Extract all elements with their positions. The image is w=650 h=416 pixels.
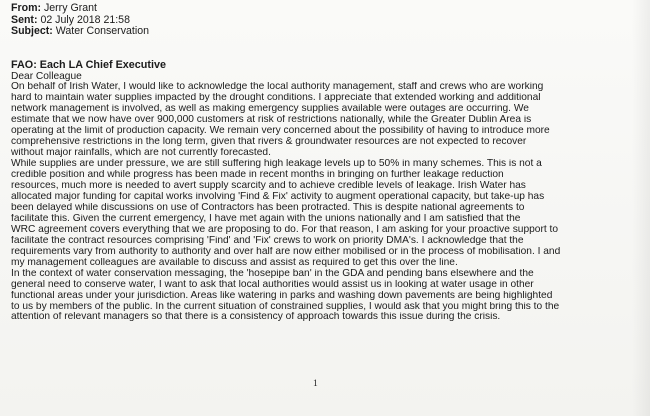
text-line: without major rainfalls, which are not currently forecasted. (11, 148, 271, 159)
subject-label: Subject: (11, 25, 53, 38)
text-line: comprehensive restrictions in the long term, given that rivers & groundwater resources are not expected to recover (11, 137, 527, 148)
text-line: facilitate this. Given the current emergency, I have met again with the unions nationally and I am satisfied that the (11, 213, 521, 224)
from-label: From: (11, 2, 42, 14)
text-line: operating at the limit of production capacity. We remain very concerned about the possibility of having to introduce more (11, 126, 550, 137)
text-line: network management is involved, as well as making emergency supplies available were outages are occurring. We (11, 104, 529, 115)
text-line: resources, much more is needed to avert supply scarcity and to achieve credible levels of leakage. Irish Water has (11, 181, 526, 192)
text-line: attention of relevant managers so that there is a consistency of approach towards this issue during the crisis. (11, 312, 501, 323)
text-line: my management colleagues are available to discuss and assist as required to get this over the line. (11, 257, 458, 268)
greeting: Dear Colleague (11, 70, 82, 82)
text-line: hard to maintain water supplies impacted by the drought conditions. I appreciate that extended working and additional (11, 93, 541, 104)
text-line: credible position and while progress has been made in recent months in bringing on further leakage reduction (11, 170, 504, 181)
fao-line: FAO: Each LA Chief Executive (11, 59, 166, 71)
text-line: WRC agreement covers everything that we are proposing to do. For that reason, I am asking for your proactive support to (11, 224, 558, 235)
text-line: facilitate the contract resources comprising 'Find' and 'Fix' crews to work on priority DMA's. I acknowledge that the (11, 235, 524, 246)
subject-row (11, 26, 611, 38)
text-line: In the context of water conservation messaging, the 'hosepipe ban' in the GDA and pending bans elsewhere and the (11, 268, 534, 279)
from-value: Jerry Grant (43, 2, 97, 14)
page-number: 1 (313, 379, 318, 389)
text-line: While supplies are under pressure, we are still suffering high leakage levels up to 50% in many schemes. This is not a (11, 159, 542, 170)
text-line: requirements vary from authority to authority and over half are now either mobilised or in the process of mobilisation. I and (11, 246, 561, 257)
text-line: allocated major funding for capital works involving 'Find & Fix' activity to augment operational capacity, but take-up has (11, 191, 545, 202)
sent-value: 02 July 2018 21:58 (40, 13, 130, 26)
paragraph-3 (11, 269, 637, 324)
subject-value: Water Conservation (55, 25, 149, 38)
text-line: On behalf of Irish Water, I would like to acknowledge the local authority management, staff and crews who are working (11, 82, 544, 93)
paragraph-1 (11, 82, 637, 159)
text-line: been delayed while discussions on use of Contractors has been protracted. This is despite national agreements to (11, 202, 525, 213)
text-line: estimate that we now have over 900,000 customers at risk of restrictions nationally, while the Greater Dublin Area is (11, 115, 532, 126)
paragraph-2 (11, 159, 637, 269)
text-line: functional areas under your jurisdiction. Areas like watering in parks and washing down pavements are being highlighted (11, 290, 553, 301)
text-line: general need to conserve water, I want to ask that local authorities would assist us in looking at water usage in other (11, 279, 534, 290)
email-header (11, 3, 611, 38)
sent-label: Sent: (11, 13, 38, 26)
text-line: to us by members of the public. In the current situation of constrained supplies, I would ask that you might bring this to the (11, 301, 560, 312)
letter-body (11, 60, 637, 323)
